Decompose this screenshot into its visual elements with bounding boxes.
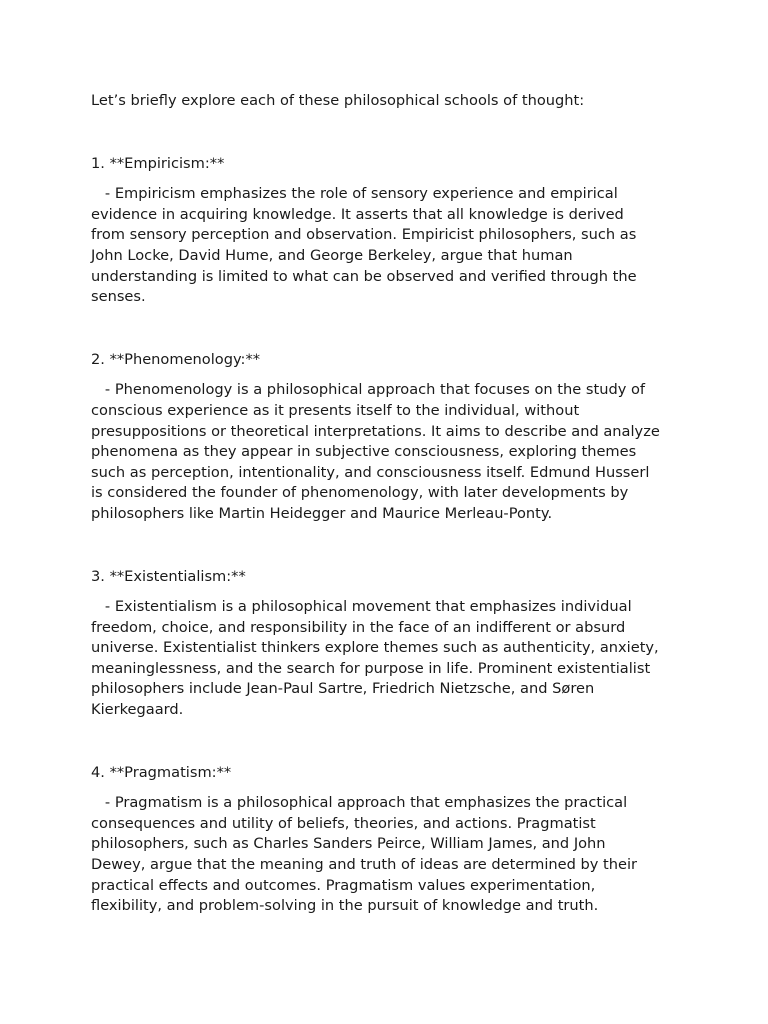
body-line: Dewey, argue that the meaning and truth of ideas are determined by their: [91, 856, 638, 874]
body-line: - Empiricism emphasizes the role of sensory experience and empirical: [91, 185, 618, 203]
body-line: evidence in acquiring knowledge. It asserts that all knowledge is derived: [91, 205, 624, 223]
section-phenomenology: [91, 350, 691, 525]
body-line: philosophers like Martin Heidegger and Maurice Merleau-Ponty.: [91, 504, 553, 522]
body-line: phenomena as they appear in subjective consciousness, exploring themes: [91, 443, 637, 461]
body-line: from sensory perception and observation. Empiricist philosophers, such as: [91, 226, 637, 244]
body-line: senses.: [91, 288, 146, 306]
section-heading: 1. **Empiricism:**: [91, 154, 225, 172]
section-body: [91, 184, 691, 308]
body-line: - Existentialism is a philosophical movement that emphasizes individual: [91, 598, 632, 616]
body-line: is considered the founder of phenomenology, with later developments by: [91, 484, 629, 502]
body-line: freedom, choice, and responsibility in the face of an indifferent or absurd: [91, 618, 626, 636]
body-line: Kierkegaard.: [91, 701, 184, 719]
body-line: flexibility, and problem-solving in the pursuit of knowledge and truth.: [91, 897, 599, 915]
section-body: [91, 380, 691, 524]
body-line: conscious experience as it presents itself to the individual, without: [91, 401, 580, 419]
section-body: [91, 793, 691, 917]
section-body: [91, 597, 691, 721]
body-line: universe. Existentialist thinkers explore themes such as authenticity, anxiety,: [91, 639, 659, 657]
body-line: philosophers, such as Charles Sanders Peirce, William James, and John: [91, 835, 606, 853]
section-heading: 2. **Phenomenology:**: [91, 350, 261, 368]
body-line: philosophers include Jean-Paul Sartre, Friedrich Nietzsche, and Søren: [91, 680, 595, 698]
body-line: - Pragmatism is a philosophical approach that emphasizes the practical: [91, 794, 628, 812]
section-empiricism: [91, 154, 691, 308]
body-line: practical effects and outcomes. Pragmatism values experimentation,: [91, 876, 596, 894]
section-heading: 3. **Existentialism:**: [91, 567, 246, 585]
section-heading: 4. **Pragmatism:**: [91, 763, 232, 781]
body-line: presuppositions or theoretical interpretations. It aims to describe and analyze: [91, 422, 660, 440]
body-line: consequences and utility of beliefs, theories, and actions. Pragmatist: [91, 814, 596, 832]
body-line: meaninglessness, and the search for purpose in life. Prominent existentialist: [91, 659, 651, 677]
body-line: John Locke, David Hume, and George Berkeley, argue that human: [91, 246, 573, 264]
intro-paragraph: Let’s briefly explore each of these philosophical schools of thought:: [91, 92, 585, 109]
document-page: [91, 91, 691, 917]
section-pragmatism: [91, 763, 691, 917]
body-line: such as perception, intentionality, and consciousness itself. Edmund Husserl: [91, 463, 650, 481]
body-line: - Phenomenology is a philosophical approach that focuses on the study of: [91, 381, 646, 399]
section-existentialism: [91, 567, 691, 721]
body-line: understanding is limited to what can be observed and verified through the: [91, 267, 637, 285]
